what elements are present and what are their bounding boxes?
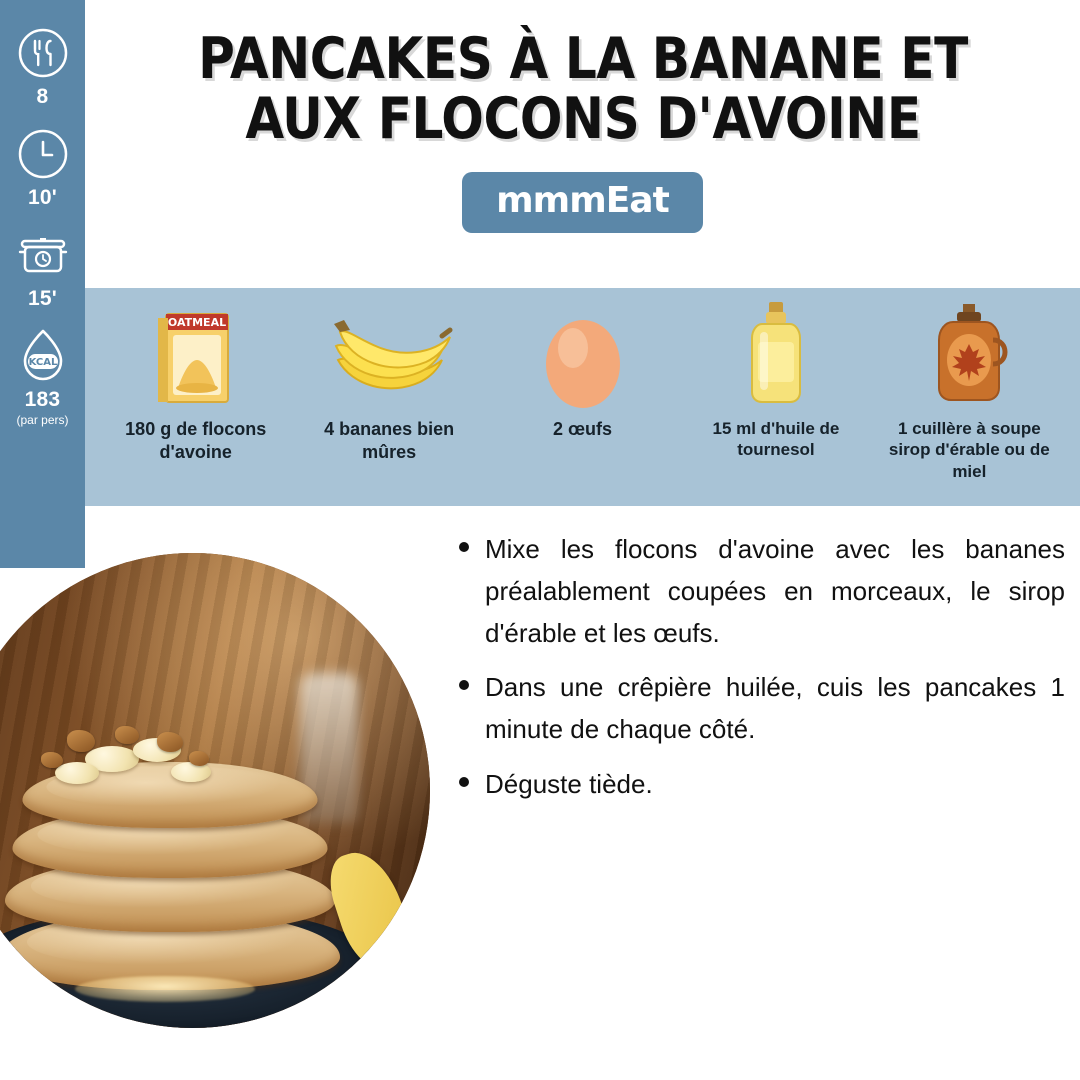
cook-time-value: 15' bbox=[28, 287, 57, 310]
banana-slice bbox=[55, 762, 99, 784]
ingredient-item bbox=[486, 300, 679, 441]
bullet-icon bbox=[459, 680, 469, 690]
brand-badge: mmmEat bbox=[462, 172, 703, 233]
rail-item-servings bbox=[16, 26, 70, 109]
walnut-piece bbox=[115, 726, 139, 744]
list-item bbox=[455, 528, 1065, 654]
maple-syrup-icon bbox=[923, 300, 1015, 408]
egg-icon bbox=[535, 300, 631, 408]
bullet-icon bbox=[459, 542, 469, 552]
clock-icon bbox=[16, 127, 70, 181]
syrup-drizzle bbox=[75, 976, 255, 1002]
ingredients-strip bbox=[85, 288, 1080, 506]
walnut-piece bbox=[67, 730, 95, 752]
ingredient-item bbox=[99, 300, 292, 463]
page-title: PANCAKES À LA BANANE ET AUX FLOCONS D'AVOINE bbox=[197, 26, 968, 152]
ingredient-item bbox=[292, 300, 485, 463]
list-item bbox=[455, 666, 1065, 750]
walnut-piece bbox=[189, 751, 209, 766]
recipe-photo bbox=[0, 553, 430, 1028]
step-text: Dans une crêpière huilée, cuis les pancakes 1 minute de chaque côté. bbox=[485, 672, 1065, 745]
ingredient-label: 2 œufs bbox=[553, 419, 613, 439]
calories-unit: (par pers) bbox=[16, 413, 69, 427]
walnut-piece bbox=[157, 732, 183, 752]
ingredient-label: 180 g de flocons d'avoine bbox=[125, 419, 267, 462]
ingredient-label: 15 ml d'huile de tournesol bbox=[712, 419, 840, 460]
step-text: Déguste tiède. bbox=[485, 768, 653, 799]
oatmeal-box-icon bbox=[144, 300, 248, 408]
pancake-stack bbox=[0, 690, 365, 990]
calories-value: 183 bbox=[24, 388, 61, 411]
oil-bottle-icon bbox=[736, 300, 816, 408]
bananas-icon bbox=[324, 300, 454, 408]
pot-icon bbox=[16, 228, 70, 282]
svg-text:OATMEAL: OATMEAL bbox=[167, 316, 226, 329]
kcal-icon bbox=[16, 329, 70, 383]
list-item bbox=[455, 763, 1065, 805]
bullet-icon bbox=[459, 777, 469, 787]
svg-text:KCAL: KCAL bbox=[28, 357, 57, 368]
step-text: Mixe les flocons d'avoine avec les bananes préalablement coupées en morceaux, le sirop d'érable et les œufs. bbox=[485, 534, 1065, 649]
rail-item-prep-time bbox=[16, 127, 70, 210]
prep-time-value: 10' bbox=[28, 186, 57, 209]
rail-item-cook-time bbox=[16, 228, 70, 311]
ingredient-item bbox=[873, 300, 1066, 482]
ingredient-label: 4 bananes bien mûres bbox=[324, 419, 455, 462]
servings-value: 8 bbox=[36, 85, 49, 108]
ingredient-label: 1 cuillère à soupe sirop d'érable ou de miel bbox=[888, 419, 1050, 481]
cutlery-icon bbox=[16, 26, 70, 80]
rail-item-calories bbox=[16, 329, 70, 427]
banana-slice bbox=[171, 762, 211, 782]
title-area bbox=[85, 0, 1080, 288]
walnut-piece bbox=[41, 752, 63, 768]
steps-list bbox=[455, 528, 1065, 817]
info-rail bbox=[0, 0, 85, 568]
ingredient-item bbox=[679, 300, 872, 461]
